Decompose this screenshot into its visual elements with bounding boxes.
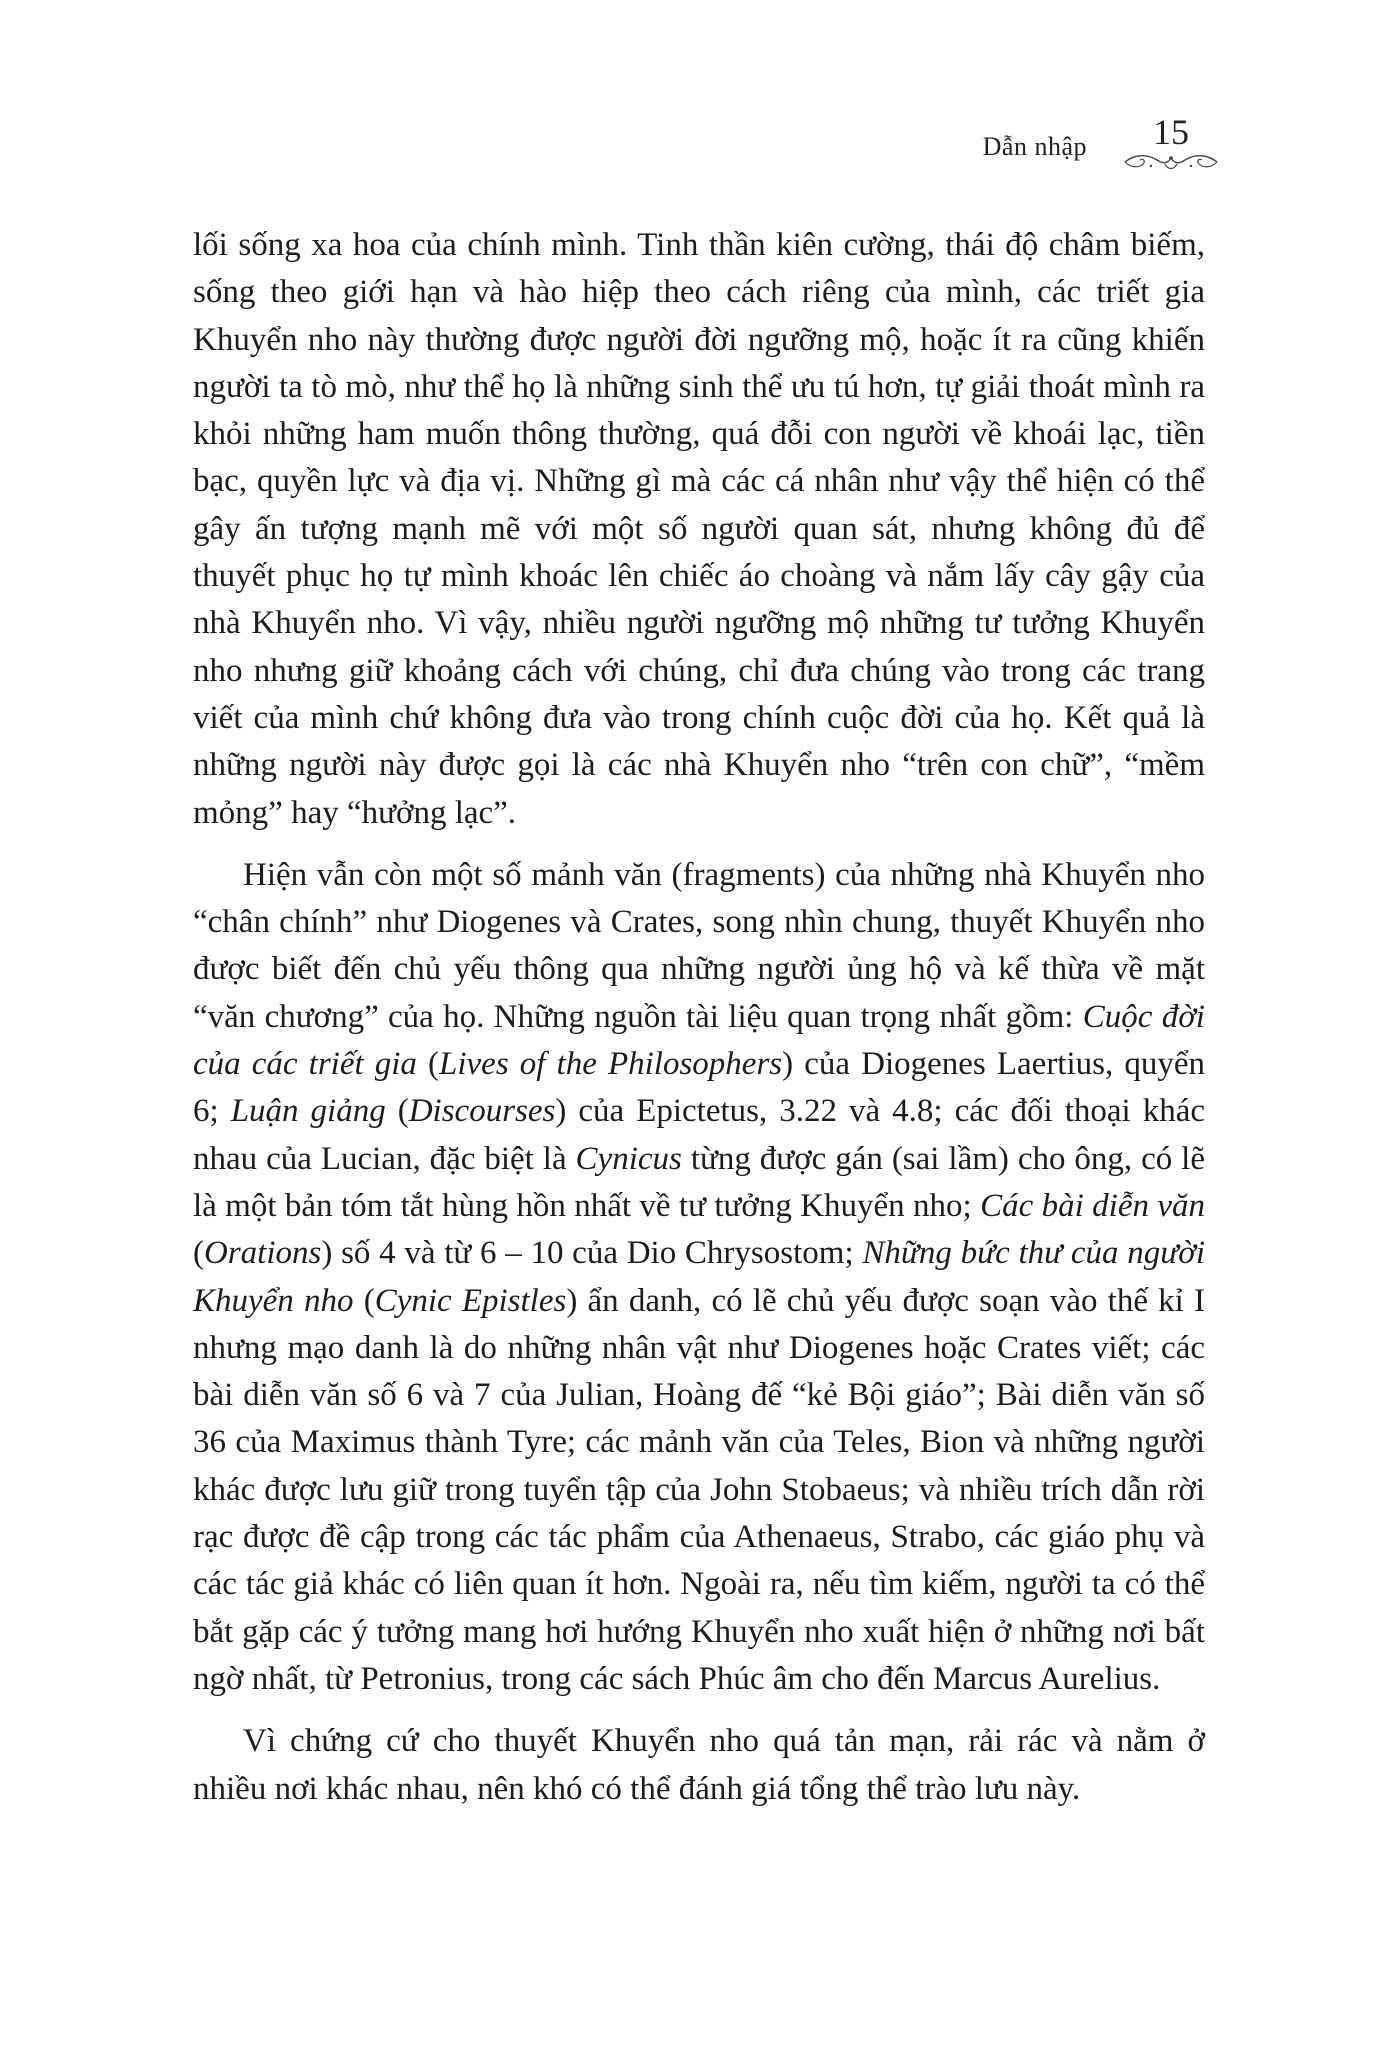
paragraph-text: Vì chứng cứ cho thuyết Khuyển nho quá tản mạn, rải rác và nằm ở nhiều nơi khác nhau, nên khó có thể đánh giá tổng thể trào lưu này.	[193, 1723, 1205, 1807]
book-title-italic: Cynicus	[575, 1140, 682, 1177]
paragraph-text: (	[416, 1046, 440, 1083]
book-title-italic: Lives of the Philosophers	[439, 1046, 783, 1083]
folio	[1121, 112, 1221, 174]
book-title-italic: Cynic Epistles	[374, 1282, 567, 1319]
paragraph-text: (	[353, 1282, 375, 1319]
book-title-italic: Cuộc đời của các triết gia	[193, 998, 1205, 1083]
paragraph-text: (	[193, 1235, 204, 1272]
book-title-italic: Những bức thư của người Khuyển nho	[193, 1235, 1205, 1319]
paragraph-3	[193, 1718, 1205, 1813]
page-number: 15	[1153, 112, 1189, 152]
book-title-italic: Các bài diễn văn	[980, 1187, 1205, 1224]
paragraph-text: ) của Epictetus, 3.22 và 4.8; các đối thoại khác nhau của Lucian, đặc biệt là	[193, 1093, 1205, 1177]
paragraph-text: ) số 4 và từ 6 – 10 của Dio Chrysostom;	[321, 1235, 863, 1272]
paragraph-text: lối sống xa hoa của chính mình. Tinh thần kiên cường, thái độ châm biếm, sống theo giới hạn và hào hiệp theo cách riêng của mình, các triết gia Khuyển nho này thường được người đời ngưỡng mộ, hoặc ít ra cũng khiến người ta tò mò, như thể họ là những sinh thể ưu tú hơn, tự giải thoát mình ra khỏi những ham muốn thông thường, quá đỗi con người về khoái lạc, tiền bạc, quyền lực và địa vị. Những gì mà các cá nhân như vậy thể hiện có thể gây ấn tượng mạnh mẽ với một số người quan sát, nhưng không đủ để thuyết phục họ tự mình khoác lên chiếc áo choàng và nắm lấy cây gậy của nhà Khuyển nho. Vì vậy, nhiều người ngưỡng mộ những tư tưởng Khuyển nho nhưng giữ khoảng cách với chúng, chỉ đưa chúng vào trong các trang viết của mình chứ không đưa vào trong chính cuộc đời của họ. Kết quả là những người này được gọi là các nhà Khuyển nho “trên con chữ”, “mềm mỏng” hay “hưởng lạc”.	[193, 227, 1205, 831]
paragraph-1	[193, 222, 1205, 837]
running-head	[983, 112, 1221, 174]
paragraph-2	[193, 852, 1205, 1703]
book-title-italic: Orations	[204, 1235, 322, 1272]
paragraph-text: ) ẩn danh, có lẽ chủ yếu được soạn vào thế kỉ I nhưng mạo danh là do những nhân vật như Diogenes hoặc Crates viết; các bài diễn văn số 6 và 7 của Julian, Hoàng đế “kẻ Bội giáo”; Bài diễn văn số 36 của Maximus thành Tyre; các mảnh văn của Teles, Bion và những người khác được lưu giữ trong tuyển tập của John Stobaeus; và nhiều trích dẫn rời rạc được đề cập trong các tác phẩm của Athenaeus, Strabo, các giáo phụ và các tác giả khác có liên quan ít hơn. Ngoài ra, nếu tìm kiếm, người ta có thể bắt gặp các ý tưởng mang hơi hướng Khuyển nho xuất hiện ở những nơi bất ngờ nhất, từ Petronius, trong các sách Phúc âm cho đến Marcus Aurelius.	[193, 1282, 1206, 1697]
book-title-italic: Luận giảng	[230, 1093, 386, 1130]
section-title: Dẫn nhập	[982, 132, 1087, 161]
paragraph-text: từng được gán (sai lầm) cho ông, có lẽ là một bản tóm tắt hùng hồn nhất về tư tưởng Khuyển nho;	[193, 1140, 1205, 1224]
paragraph-text: (	[385, 1093, 409, 1130]
book-title-italic: Discourses	[408, 1093, 556, 1130]
paragraph-text: Hiện vẫn còn một số mảnh văn (fragments) của những nhà Khuyển nho “chân chính” như Diogenes và Crates, song nhìn chung, thuyết Khuyển nho được biết đến chủ yếu thông qua những người ủng hộ và kế thừa về mặt “văn chương” của họ. Những nguồn tài liệu quan trọng nhất gồm:	[193, 856, 1205, 1035]
body-text	[193, 222, 1205, 1828]
flourish-ornament-icon	[1121, 150, 1221, 174]
paragraph-text: ) của Diogenes Laertius, quyển 6;	[193, 1046, 1205, 1130]
